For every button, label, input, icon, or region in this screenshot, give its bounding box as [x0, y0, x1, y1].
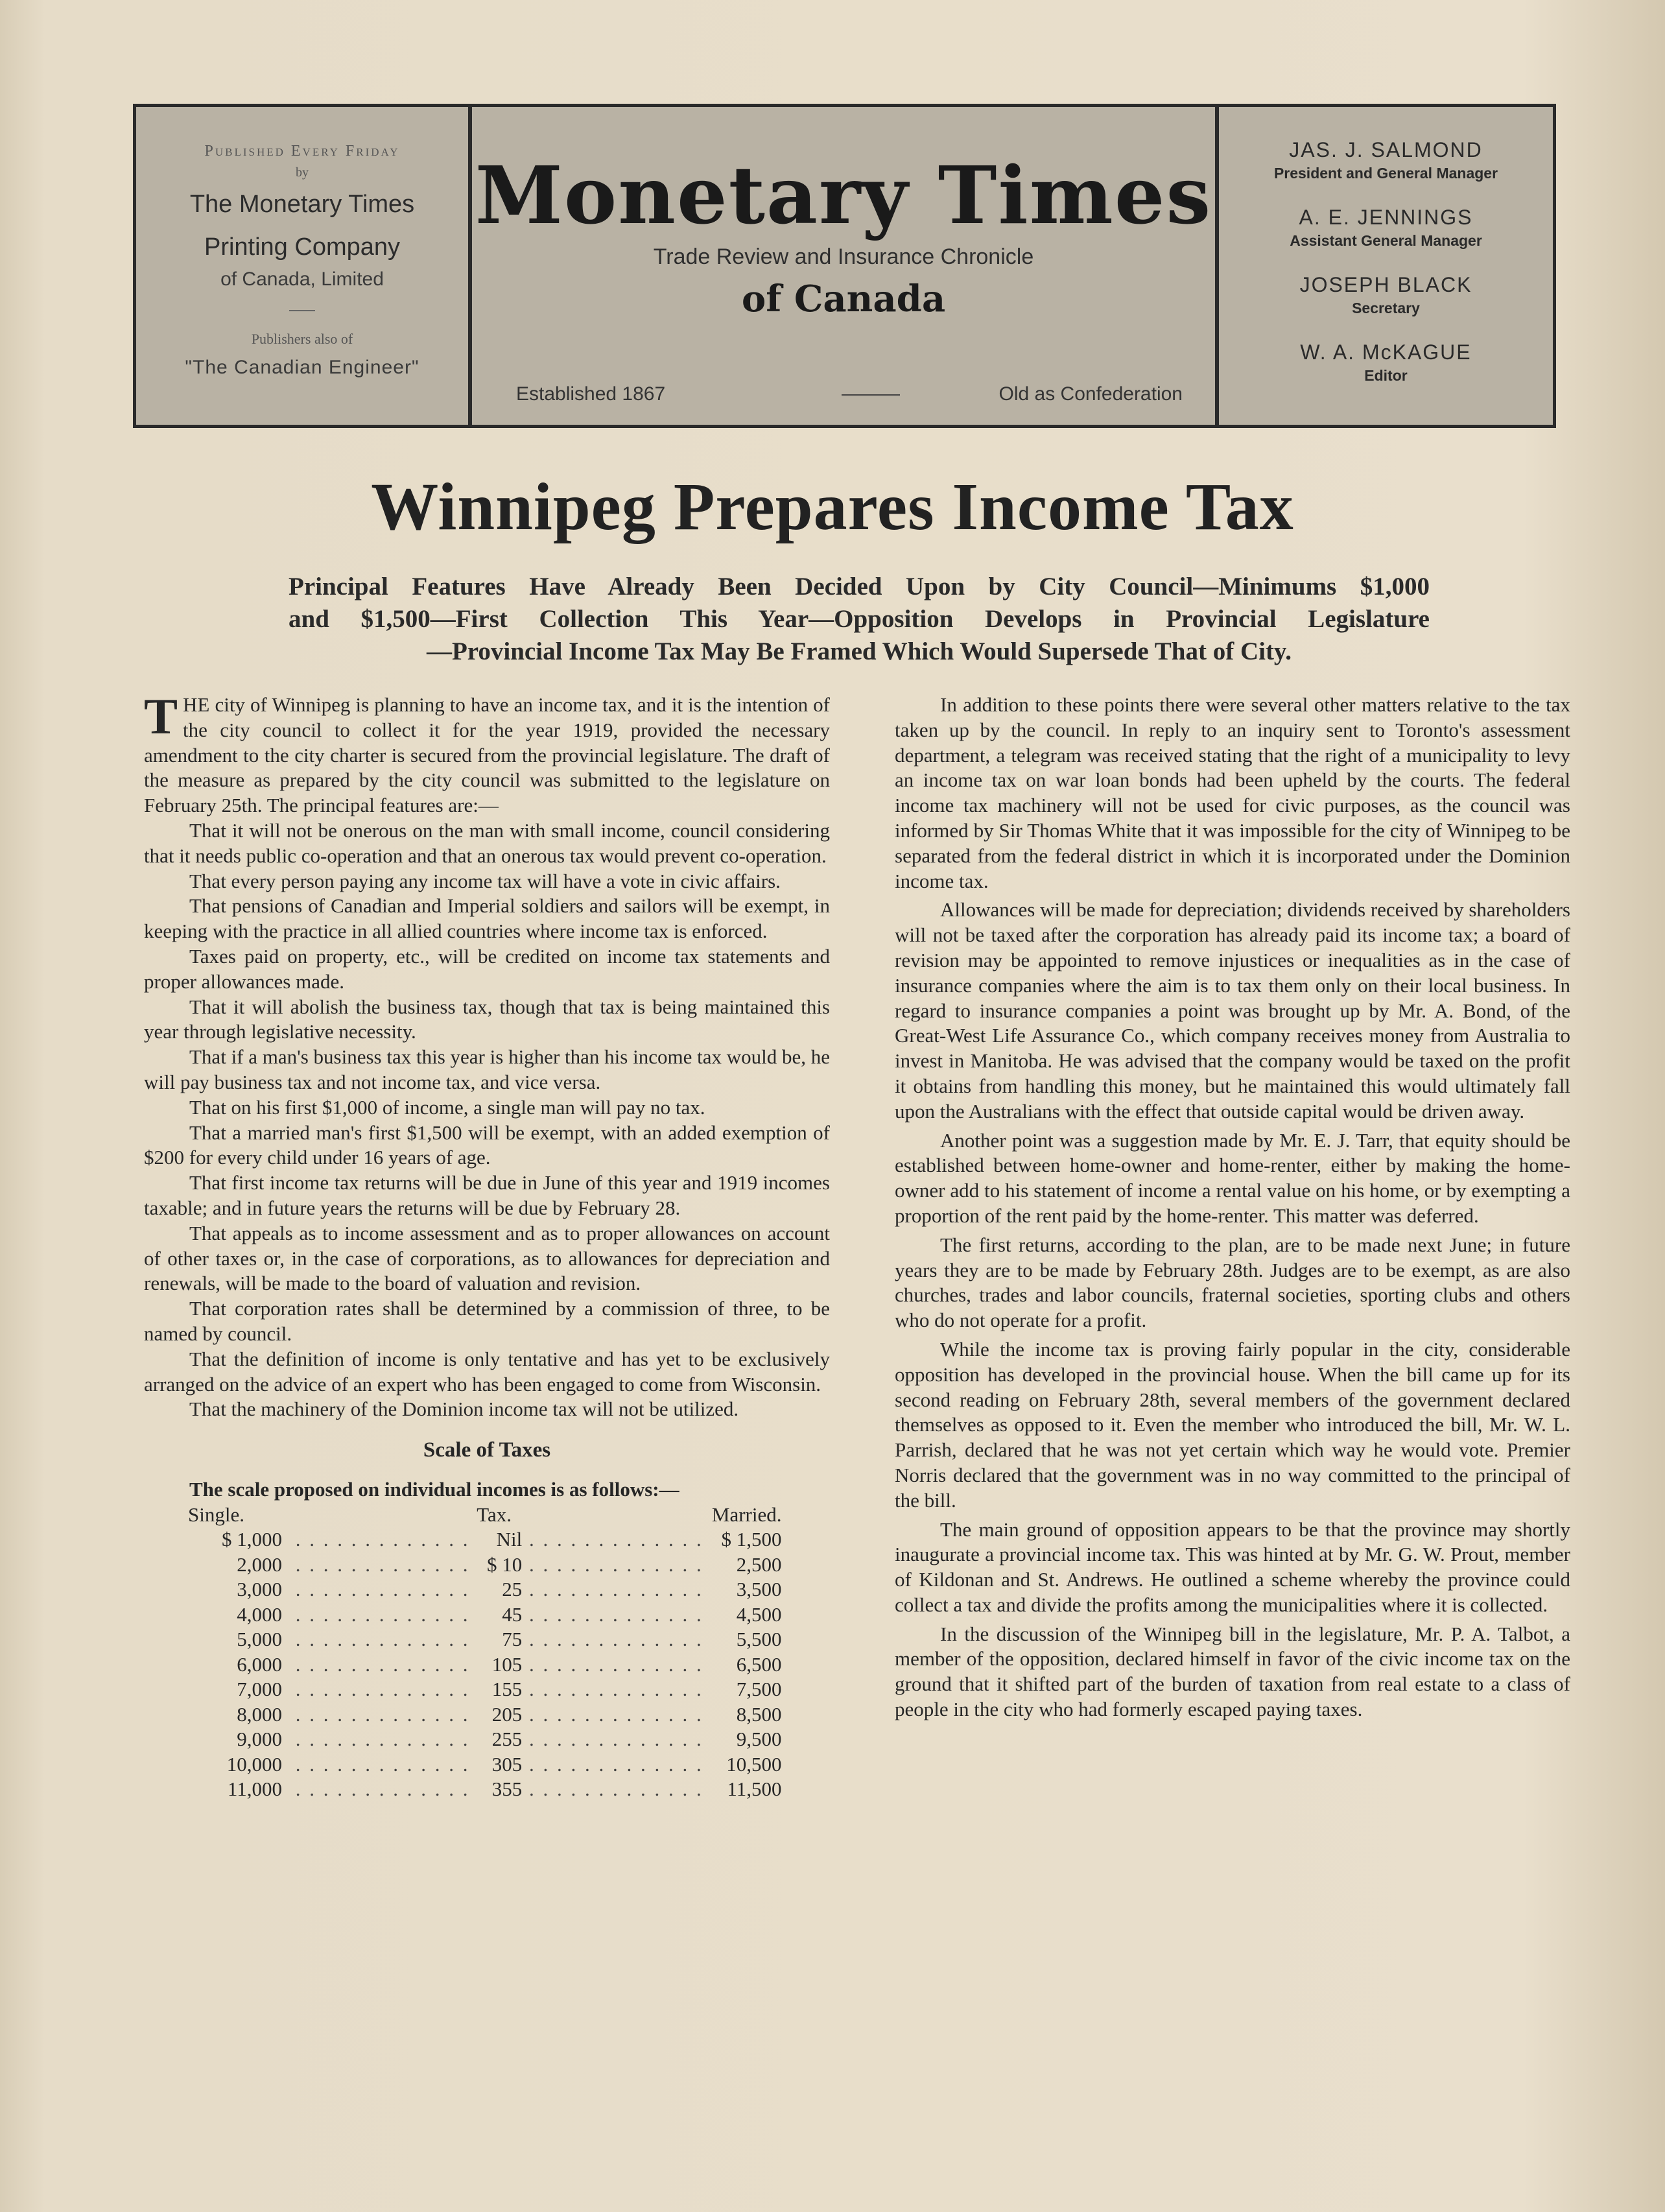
scale-leader-dots: . . . . . . . . . . . . . [522, 1678, 711, 1701]
scale-single-income: 9,000 [237, 1728, 282, 1751]
article-paragraph: That on his first $1,000 of income, a single man will pay no tax. [189, 1095, 705, 1119]
old-as-confederation: Old as Confederation [998, 383, 1183, 405]
publisher-divider [289, 310, 315, 311]
tax-scale-row [188, 1702, 782, 1728]
publishers-also-label: Publishers also of [251, 331, 353, 347]
publisher-name-line2: Printing Company [204, 233, 401, 261]
scale-married-income: 5,500 [736, 1628, 782, 1651]
tax-scale-row [188, 1752, 782, 1778]
scale-tax-amount: $ 10 [487, 1552, 523, 1576]
officer-title: Assistant General Manager [1290, 232, 1482, 249]
scale-tax-amount: 155 [491, 1678, 523, 1701]
scale-tax-amount: 105 [491, 1652, 523, 1676]
published-by: by [296, 165, 309, 180]
scale-single-income: $ 1,000 [222, 1528, 282, 1551]
scale-leader-dots: . . . . . . . . . . . . . [522, 1602, 711, 1626]
article-paragraph: That it will abolish the business tax, though that tax is being maintained this year through legislative necessity. [144, 995, 830, 1043]
publisher-name-line3: of Canada, Limited [220, 268, 384, 290]
scale-leader-dots: . . . . . . . . . . . . . [289, 1778, 477, 1801]
officer-name: W. A. McKAGUE [1300, 340, 1472, 364]
article-headline: Winnipeg Prepares Income Tax [371, 470, 1294, 544]
masthead [133, 104, 1556, 428]
article-left-column [144, 688, 830, 1802]
scale-tax-amount: 355 [491, 1778, 523, 1801]
scale-of-taxes-heading: Scale of Taxes [423, 1438, 551, 1462]
article-paragraph: Allowances will be made for depreciation; dividends received by shareholders will not be taxed after the corporation has already paid its income tax; a board of revision may be appointed to remove injustices or inequalities as in the case of insurance companies where the aim is to tax them only on their local business. In regard to insurance companies a point was brought up by Mr. A. Bond, of the Great-West Life Assurance Co., which company receives money from Australia to invest in Manitoba. He was advised that the company would be taxed on the profit it obtains from handling this money, but he maintained this would ultimately fall upon the Australians with the effect that outside capital would be driven away. [895, 898, 1570, 1123]
tax-scale-row [188, 1602, 782, 1628]
article-paragraph: The first returns, according to the plan, are to be made next June; in future years they are to be made by February 28th. Judges are to be exempt, as are also churches, trades and labor councils, fraternal societies, sporting clubs and others who do not operate for a profit. [895, 1233, 1570, 1332]
scale-married-income: 9,500 [736, 1728, 782, 1751]
tax-scale-row [188, 1627, 782, 1652]
header-tax: Tax. [477, 1503, 512, 1526]
header-spacer [522, 1503, 710, 1528]
scale-married-income: 3,500 [736, 1578, 782, 1601]
officer-title: Secretary [1352, 300, 1420, 316]
scale-married-income: 8,500 [736, 1702, 782, 1726]
article-paragraph: That first income tax returns will be due in June of this year and 1919 incomes taxable; and in future years the returns will be due by February 28. [144, 1171, 830, 1219]
scale-leader-dots: . . . . . . . . . . . . . [289, 1602, 477, 1626]
scale-married-income: 11,500 [727, 1778, 782, 1801]
scale-married-income: 2,500 [736, 1552, 782, 1576]
tax-scale-row [188, 1577, 782, 1602]
scale-leader-dots: . . . . . . . . . . . . . [522, 1778, 711, 1801]
scale-single-income: 6,000 [237, 1652, 282, 1676]
tax-scale-row [188, 1652, 782, 1678]
scale-tax-amount: 305 [491, 1752, 523, 1776]
published-every: Published Every Friday [204, 143, 400, 160]
article-right-column [895, 693, 1570, 1726]
scale-single-income: 7,000 [237, 1678, 282, 1701]
article-paragraph: Another point was a suggestion made by Mr. E. J. Tarr, that equity should be established between home-owner and home-renter, either by making the home-owner add to his statement of income a rental value on his home, or by exempting a proportion of the rent paid by the home-renter. This matter was deferred. [895, 1128, 1570, 1227]
article-paragraph: The main ground of opposition appears to be that the province may shortly inaugurate a provincial income tax. This was hinted at by Mr. G. W. Prout, member of Kildonan and St. Andrews. He outlined a scheme whereby the province could collect a tax and divide the profits among the municipalities where it is collected. [895, 1517, 1570, 1616]
scale-tax-amount: 75 [502, 1628, 523, 1651]
also-publication: "The Canadian Engineer" [185, 357, 419, 378]
scale-tax-amount: 45 [502, 1602, 523, 1626]
scale-single-income: 3,000 [237, 1578, 282, 1601]
header-spacer [289, 1503, 477, 1528]
scale-leader-dots: . . . . . . . . . . . . . [522, 1652, 711, 1676]
tax-scale-row [188, 1777, 782, 1802]
scale-leader-dots: . . . . . . . . . . . . . [289, 1702, 477, 1726]
scale-tax-amount: 205 [491, 1702, 523, 1726]
officer-title: President and General Manager [1273, 165, 1498, 182]
article-paragraph: In addition to these points there were several other matters relative to the tax taken up by the council. In reply to an inquiry sent to Toronto's assessment department, a telegram was received stating that the right of a municipality to levy an income tax on war loan bonds had been upheld by the courts. The federal income tax machinery will not be used for civic purposes, as the council was informed by Sir Thomas White that it was impossible for the city of Winnipeg to be separated from the federal district in which it is incorporated under the Dominion income tax. [895, 693, 1570, 892]
tax-scale-row [188, 1727, 782, 1752]
article-paragraph: That corporation rates shall be determined by a commission of three, to be named by council. [144, 1297, 830, 1345]
scale-leader-dots: . . . . . . . . . . . . . [289, 1578, 477, 1601]
scale-leader-dots: . . . . . . . . . . . . . [522, 1628, 711, 1651]
scale-married-income: 10,500 [726, 1752, 782, 1776]
tax-scale-row [188, 1527, 782, 1552]
scale-leader-dots: . . . . . . . . . . . . . [522, 1528, 711, 1551]
header-single: Single. [188, 1503, 244, 1526]
scale-single-income: 4,000 [237, 1602, 282, 1626]
scale-leader-dots: . . . . . . . . . . . . . [289, 1752, 477, 1776]
scale-single-income: 5,000 [237, 1628, 282, 1651]
scale-leader-dots: . . . . . . . . . . . . . [289, 1652, 477, 1676]
masthead-publisher-panel [136, 107, 472, 425]
scale-leader-dots: . . . . . . . . . . . . . [289, 1528, 477, 1551]
tax-scale-table [188, 1503, 782, 1802]
article-paragraph: THE city of Winnipeg is planning to have an income tax, and it is the intention of the city council to collect it for the year 1919, provided the necessary amendment to the city charter is secured from the provincial legislature. The draft of the measure as prepared by the city council was submitted to the legislature on February 25th. The principal features are:— [144, 688, 830, 817]
scale-leader-dots: . . . . . . . . . . . . . [522, 1752, 711, 1776]
article-paragraph: That appeals as to income assessment and as to proper allowances on account of other taxes or, in the case of corporations, as to allowances for depreciation and renewals, will be made to the board of valuation and revision. [144, 1221, 830, 1295]
article-paragraph: That every person paying any income tax will have a vote in civic affairs. [189, 869, 781, 892]
article-paragraph: In the discussion of the Winnipeg bill in the legislature, Mr. P. A. Talbot, a member of the opposition, declared himself in favor of the civic income tax on the ground that it shifted part of the burden of taxation from real estate to a class of people in the city who had formerly escaped paying taxes. [895, 1622, 1570, 1721]
deck-line: —Provincial Income Tax May Be Framed Which Would Supersede That of City. [426, 637, 1292, 665]
scale-married-income: 6,500 [736, 1652, 782, 1676]
article-deck [289, 571, 1430, 668]
article-paragraph: That if a man's business tax this year is higher than his income tax would be, he will pay business tax and not income tax, and vice versa. [144, 1045, 830, 1093]
scale-intro: The scale proposed on individual incomes is as follows:— [189, 1477, 679, 1501]
article-paragraph: Taxes paid on property, etc., will be credited on income tax statements and proper allowances made. [144, 944, 830, 993]
masthead-officers-panel [1219, 107, 1553, 425]
article-paragraph: While the income tax is proving fairly popular in the city, considerable opposition has developed in the provincial house. When the bill came up for its second reading on February 28th, several members of the government declared themselves as opposed to it. Even the member who introduced the bill, Mr. W. L. Parrish, declared that he was not yet certain which way he would vote. Premier Norris declared that the government was in no way committed to the principal of the bill. [895, 1337, 1570, 1512]
scale-leader-dots: . . . . . . . . . . . . . [522, 1702, 711, 1726]
scale-tax-amount: 255 [491, 1728, 523, 1751]
article-paragraph: That a married man's first $1,500 will be exempt, with an added exemption of $200 for every child under 16 years of age. [144, 1121, 830, 1169]
masthead-title-panel [472, 107, 1219, 425]
scale-leader-dots: . . . . . . . . . . . . . [522, 1578, 711, 1601]
scale-tax-amount: Nil [496, 1528, 523, 1551]
publisher-name-line1: The Monetary Times [189, 191, 415, 218]
scale-leader-dots: . . . . . . . . . . . . . [289, 1728, 477, 1751]
article-paragraph: That the definition of income is only tentative and has yet to be exclusively arranged on the advice of an expert who has been engaged to come from Wisconsin. [144, 1347, 830, 1396]
scale-leader-dots: . . . . . . . . . . . . . [289, 1552, 477, 1576]
tax-scale-row [188, 1677, 782, 1702]
deck-line: and $1,500—First Collection This Year—Opposition Develops in Provincial Legislature [289, 605, 1430, 633]
scale-leader-dots: . . . . . . . . . . . . . [522, 1552, 711, 1576]
drop-cap: T [144, 688, 178, 744]
scale-tax-amount: 25 [502, 1578, 523, 1601]
deck-line: Principal Features Have Already Been Decided Upon by City Council—Minimums $1,000 [289, 573, 1430, 601]
scale-married-income: 4,500 [736, 1602, 782, 1626]
tax-scale-header-row [188, 1503, 782, 1528]
publication-tagline: Trade Review and Insurance Chronicle [653, 244, 1034, 270]
scale-single-income: 2,000 [237, 1552, 282, 1576]
scale-leader-dots: . . . . . . . . . . . . . [289, 1678, 477, 1701]
scale-married-income: 7,500 [736, 1678, 782, 1701]
article-paragraph: That it will not be onerous on the man with small income, council considering that it needs public co-operation and that an onerous tax would prevent co-operation. [144, 818, 830, 867]
scale-single-income: 8,000 [237, 1702, 282, 1726]
publication-of-canada: of Canada [741, 278, 946, 321]
article-paragraph: That the machinery of the Dominion income tax will not be utilized. [189, 1397, 739, 1421]
scale-single-income: 11,000 [227, 1778, 282, 1801]
officer-name: JAS. J. SALMOND [1289, 138, 1483, 161]
scale-leader-dots: . . . . . . . . . . . . . [522, 1728, 711, 1751]
article-paragraph: That pensions of Canadian and Imperial soldiers and sailors will be exempt, in keeping with the practice in all allied countries where income tax is enforced. [144, 894, 830, 943]
publication-title: Monetary Times [475, 149, 1212, 242]
scale-single-income: 10,000 [226, 1752, 282, 1776]
masthead-dash [842, 394, 900, 396]
scale-leader-dots: . . . . . . . . . . . . . [289, 1628, 477, 1651]
header-married: Married. [711, 1503, 782, 1526]
tax-scale-row [188, 1552, 782, 1578]
officer-title: Editor [1364, 367, 1408, 384]
established-date: Established 1867 [516, 383, 666, 405]
officer-name: JOSEPH BLACK [1299, 273, 1472, 296]
officer-name: A. E. JENNINGS [1299, 206, 1473, 229]
scale-married-income: $ 1,500 [721, 1528, 782, 1551]
